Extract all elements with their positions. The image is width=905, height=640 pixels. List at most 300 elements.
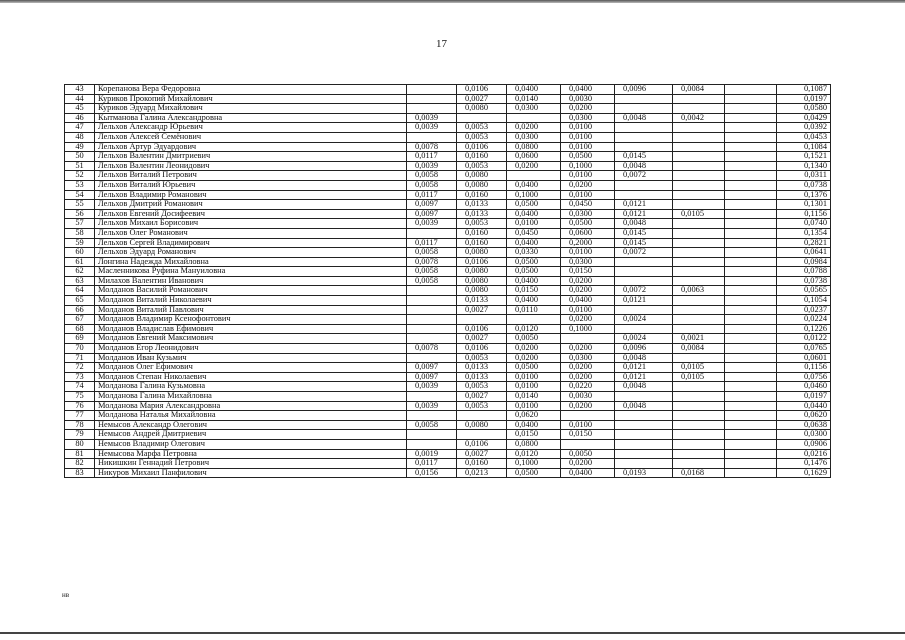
share-cell: [725, 85, 777, 95]
share-cell: [407, 430, 457, 440]
total-cell: 0,0300: [777, 430, 831, 440]
share-cell: 0,0027: [457, 94, 507, 104]
total-cell: 0,0197: [777, 392, 831, 402]
share-cell: [673, 238, 725, 248]
share-cell: 0,0100: [561, 132, 615, 142]
share-cell: 0,0050: [507, 334, 561, 344]
share-cell: 0,0121: [615, 372, 673, 382]
person-name-cell: Никишкин Геннадий Петрович: [95, 459, 407, 469]
row-number-cell: 81: [65, 449, 95, 459]
total-cell: 0,0197: [777, 94, 831, 104]
share-cell: 0,0048: [615, 401, 673, 411]
row-number-cell: 79: [65, 430, 95, 440]
share-cell: 0,1000: [507, 459, 561, 469]
share-cell: [725, 411, 777, 421]
share-cell: 0,0097: [407, 200, 457, 210]
total-cell: 0,0216: [777, 449, 831, 459]
scan-bottom-edge: [0, 632, 905, 634]
person-name-cell: Масленникова Руфина Мануиловна: [95, 267, 407, 277]
share-cell: [725, 459, 777, 469]
share-cell: 0,0058: [407, 248, 457, 258]
share-cell: 0,0096: [615, 344, 673, 354]
share-cell: 0,0100: [561, 248, 615, 258]
share-cell: 0,0105: [673, 209, 725, 219]
share-cell: 0,0145: [615, 238, 673, 248]
person-name-cell: Милахов Валентин Иванович: [95, 276, 407, 286]
share-cell: 0,0168: [673, 468, 725, 478]
table-row: [65, 401, 831, 411]
share-cell: 0,0600: [507, 152, 561, 162]
share-cell: [673, 459, 725, 469]
row-number-cell: 78: [65, 420, 95, 430]
person-name-cell: Молданова Наталья Михайловна: [95, 411, 407, 421]
share-cell: 0,0105: [673, 363, 725, 373]
table-row: [65, 152, 831, 162]
person-name-cell: Лельхов Александр Юрьевич: [95, 123, 407, 133]
share-cell: [615, 305, 673, 315]
table-row: [65, 104, 831, 114]
person-name-cell: Молданова Мария Александровна: [95, 401, 407, 411]
share-cell: 0,0100: [507, 372, 561, 382]
share-cell: 0,0200: [561, 315, 615, 325]
table-row: [65, 276, 831, 286]
share-cell: 0,0106: [457, 344, 507, 354]
share-cell: 0,0120: [507, 449, 561, 459]
share-cell: 0,0133: [457, 209, 507, 219]
table-row: [65, 353, 831, 363]
share-cell: 0,0080: [457, 267, 507, 277]
share-cell: 0,0048: [615, 353, 673, 363]
total-cell: 0,0460: [777, 382, 831, 392]
share-cell: 0,0800: [507, 142, 561, 152]
share-cell: 0,0024: [615, 334, 673, 344]
share-cell: 0,0300: [507, 132, 561, 142]
share-cell: 0,0024: [615, 315, 673, 325]
share-cell: 0,0220: [561, 382, 615, 392]
share-cell: 0,0039: [407, 123, 457, 133]
share-cell: 0,0300: [561, 113, 615, 123]
table-row: [65, 459, 831, 469]
share-cell: 0,0400: [507, 276, 561, 286]
share-cell: 0,0500: [507, 267, 561, 277]
share-cell: [673, 248, 725, 258]
share-cell: [615, 267, 673, 277]
share-cell: 0,0019: [407, 449, 457, 459]
share-cell: 0,0106: [457, 324, 507, 334]
share-cell: [673, 420, 725, 430]
total-cell: 0,0620: [777, 411, 831, 421]
share-cell: [725, 104, 777, 114]
share-cell: [725, 152, 777, 162]
person-name-cell: Кытманова Галина Александровна: [95, 113, 407, 123]
share-cell: 0,0048: [615, 113, 673, 123]
person-name-cell: Молданова Галина Кузьмовна: [95, 382, 407, 392]
share-cell: 0,0200: [561, 286, 615, 296]
share-cell: [725, 420, 777, 430]
table-row: [65, 449, 831, 459]
share-cell: 0,0160: [457, 459, 507, 469]
share-cell: [407, 296, 457, 306]
share-cell: [725, 324, 777, 334]
share-cell: 0,0058: [407, 180, 457, 190]
table-row: [65, 200, 831, 210]
share-cell: [725, 430, 777, 440]
share-cell: [725, 363, 777, 373]
share-cell: [615, 94, 673, 104]
share-cell: [673, 228, 725, 238]
share-cell: 0,0120: [507, 324, 561, 334]
share-cell: 0,0121: [615, 296, 673, 306]
share-cell: 0,0080: [457, 420, 507, 430]
share-cell: [673, 315, 725, 325]
share-cell: 0,0400: [507, 209, 561, 219]
row-number-cell: 67: [65, 315, 95, 325]
person-name-cell: Молданов Олег Ефимович: [95, 363, 407, 373]
person-name-cell: Немысов Андрей Дмитриевич: [95, 430, 407, 440]
share-cell: [725, 123, 777, 133]
share-cell: 0,0058: [407, 171, 457, 181]
table-row: [65, 190, 831, 200]
total-cell: 0,0580: [777, 104, 831, 114]
total-cell: 0,1629: [777, 468, 831, 478]
total-cell: 0,1156: [777, 363, 831, 373]
total-cell: 0,0565: [777, 286, 831, 296]
share-cell: [725, 276, 777, 286]
table-row: [65, 238, 831, 248]
share-cell: 0,0053: [457, 401, 507, 411]
share-cell: 0,0039: [407, 401, 457, 411]
table-row: [65, 113, 831, 123]
row-number-cell: 71: [65, 353, 95, 363]
table-row: [65, 209, 831, 219]
share-cell: [457, 430, 507, 440]
share-cell: 0,0030: [561, 392, 615, 402]
table-row: [65, 392, 831, 402]
share-cell: 0,0048: [615, 219, 673, 229]
table-row: [65, 382, 831, 392]
share-cell: [507, 171, 561, 181]
share-cell: 0,0200: [507, 353, 561, 363]
person-name-cell: Немысова Марфа Петровна: [95, 449, 407, 459]
share-cell: 0,0140: [507, 392, 561, 402]
share-cell: [615, 392, 673, 402]
total-cell: 0,0601: [777, 353, 831, 363]
row-number-cell: 73: [65, 372, 95, 382]
share-cell: [673, 276, 725, 286]
total-cell: 0,0765: [777, 344, 831, 354]
share-cell: 0,0160: [457, 152, 507, 162]
table-row: [65, 363, 831, 373]
share-cell: [407, 439, 457, 449]
footer-mark: нв: [62, 591, 70, 599]
share-cell: [615, 190, 673, 200]
share-cell: 0,0121: [615, 363, 673, 373]
share-cell: 0,0400: [507, 180, 561, 190]
total-cell: 0,1226: [777, 324, 831, 334]
row-number-cell: 64: [65, 286, 95, 296]
share-cell: 0,0096: [615, 85, 673, 95]
share-cell: 0,0100: [561, 190, 615, 200]
share-cell: [725, 248, 777, 258]
share-cell: [457, 315, 507, 325]
row-number-cell: 75: [65, 392, 95, 402]
share-cell: 0,0200: [507, 161, 561, 171]
person-name-cell: Лельхов Дмитрий Романович: [95, 200, 407, 210]
share-cell: 0,0400: [561, 85, 615, 95]
share-cell: [615, 411, 673, 421]
share-cell: 0,0100: [507, 382, 561, 392]
row-number-cell: 83: [65, 468, 95, 478]
total-cell: 0,0740: [777, 219, 831, 229]
table-row: [65, 94, 831, 104]
share-cell: 0,0150: [561, 430, 615, 440]
person-name-cell: Лельхов Олег Романович: [95, 228, 407, 238]
total-cell: 0,0641: [777, 248, 831, 258]
row-number-cell: 69: [65, 334, 95, 344]
total-cell: 0,1376: [777, 190, 831, 200]
row-number-cell: 54: [65, 190, 95, 200]
table-row: [65, 248, 831, 258]
total-cell: 0,1476: [777, 459, 831, 469]
table-row: [65, 142, 831, 152]
share-cell: 0,1000: [507, 190, 561, 200]
row-number-cell: 82: [65, 459, 95, 469]
row-number-cell: 50: [65, 152, 95, 162]
person-name-cell: Куриков Прокопий Михайлович: [95, 94, 407, 104]
total-cell: 0,0392: [777, 123, 831, 133]
share-cell: [407, 104, 457, 114]
share-cell: 0,0027: [457, 305, 507, 315]
share-cell: [725, 401, 777, 411]
share-cell: 0,0400: [561, 468, 615, 478]
share-cell: [673, 353, 725, 363]
share-cell: 0,0500: [507, 200, 561, 210]
person-name-cell: Молданов Владислав Ефимович: [95, 324, 407, 334]
share-cell: 0,0133: [457, 372, 507, 382]
share-cell: 0,0500: [507, 363, 561, 373]
share-cell: 0,0053: [457, 161, 507, 171]
share-cell: [407, 132, 457, 142]
share-cell: 0,0200: [561, 276, 615, 286]
share-cell: 0,0400: [507, 85, 561, 95]
share-cell: 0,0080: [457, 248, 507, 258]
row-number-cell: 62: [65, 267, 95, 277]
share-cell: 0,2000: [561, 238, 615, 248]
person-name-cell: Лельхов Владимир Романович: [95, 190, 407, 200]
share-cell: [673, 392, 725, 402]
total-cell: 0,2821: [777, 238, 831, 248]
share-cell: [725, 382, 777, 392]
share-cell: 0,0300: [507, 104, 561, 114]
share-cell: 0,0080: [457, 171, 507, 181]
share-cell: [725, 468, 777, 478]
share-cell: 0,0160: [457, 190, 507, 200]
share-cell: [725, 180, 777, 190]
share-cell: 0,0133: [457, 296, 507, 306]
share-cell: 0,0200: [561, 104, 615, 114]
share-cell: 0,1000: [561, 324, 615, 334]
table-body: [65, 85, 831, 478]
total-cell: 0,0122: [777, 334, 831, 344]
share-cell: [507, 113, 561, 123]
row-number-cell: 80: [65, 439, 95, 449]
total-cell: 0,0429: [777, 113, 831, 123]
share-cell: [725, 286, 777, 296]
share-cell: [615, 142, 673, 152]
share-cell: 0,0200: [507, 123, 561, 133]
share-cell: 0,0053: [457, 123, 507, 133]
share-cell: [615, 324, 673, 334]
share-cell: [615, 104, 673, 114]
share-cell: 0,0078: [407, 344, 457, 354]
allocation-table: [64, 84, 831, 478]
share-cell: [725, 94, 777, 104]
share-cell: 0,0300: [561, 353, 615, 363]
share-cell: [725, 353, 777, 363]
share-cell: 0,0300: [561, 209, 615, 219]
share-cell: [673, 94, 725, 104]
share-cell: 0,0072: [615, 248, 673, 258]
share-cell: 0,0121: [615, 200, 673, 210]
share-cell: 0,0160: [457, 228, 507, 238]
row-number-cell: 45: [65, 104, 95, 114]
share-cell: [673, 401, 725, 411]
share-cell: [673, 430, 725, 440]
share-cell: 0,0150: [507, 430, 561, 440]
person-name-cell: Лельхов Валентин Дмитриевич: [95, 152, 407, 162]
person-name-cell: Лельхов Евгений Досифеевич: [95, 209, 407, 219]
share-cell: 0,1000: [561, 161, 615, 171]
table-row: [65, 315, 831, 325]
share-cell: 0,0145: [615, 152, 673, 162]
share-cell: 0,0200: [561, 180, 615, 190]
share-cell: [407, 315, 457, 325]
share-cell: 0,0058: [407, 420, 457, 430]
total-cell: 0,0311: [777, 171, 831, 181]
total-cell: 0,1521: [777, 152, 831, 162]
row-number-cell: 68: [65, 324, 95, 334]
share-cell: [725, 449, 777, 459]
share-cell: [615, 276, 673, 286]
table-row: [65, 372, 831, 382]
share-cell: [615, 449, 673, 459]
table-row: [65, 468, 831, 478]
share-cell: 0,0058: [407, 276, 457, 286]
share-cell: 0,0117: [407, 152, 457, 162]
share-cell: 0,0080: [457, 276, 507, 286]
share-cell: 0,0097: [407, 372, 457, 382]
share-cell: 0,0048: [615, 382, 673, 392]
table-row: [65, 334, 831, 344]
person-name-cell: Молданов Виталий Николаевич: [95, 296, 407, 306]
share-cell: 0,0050: [561, 449, 615, 459]
share-cell: [725, 228, 777, 238]
row-number-cell: 77: [65, 411, 95, 421]
share-cell: 0,0100: [561, 305, 615, 315]
row-number-cell: 74: [65, 382, 95, 392]
share-cell: [725, 392, 777, 402]
person-name-cell: Лельхов Виталий Петрович: [95, 171, 407, 181]
row-number-cell: 76: [65, 401, 95, 411]
share-cell: 0,0200: [561, 401, 615, 411]
share-cell: 0,0072: [615, 286, 673, 296]
share-cell: 0,0053: [457, 382, 507, 392]
page-number: 17: [436, 38, 447, 50]
total-cell: 0,1156: [777, 209, 831, 219]
person-name-cell: Молданов Егор Леонидович: [95, 344, 407, 354]
share-cell: 0,0400: [507, 238, 561, 248]
share-cell: [407, 334, 457, 344]
share-cell: [407, 85, 457, 95]
row-number-cell: 57: [65, 219, 95, 229]
total-cell: 0,0756: [777, 372, 831, 382]
row-number-cell: 66: [65, 305, 95, 315]
share-cell: 0,0620: [507, 411, 561, 421]
share-cell: 0,0300: [561, 257, 615, 267]
table-row: [65, 161, 831, 171]
share-cell: 0,0500: [561, 152, 615, 162]
share-cell: 0,0117: [407, 459, 457, 469]
total-cell: 0,0453: [777, 132, 831, 142]
table-row: [65, 420, 831, 430]
table-row: [65, 411, 831, 421]
share-cell: 0,0160: [457, 238, 507, 248]
share-cell: [725, 257, 777, 267]
share-cell: 0,0078: [407, 257, 457, 267]
share-cell: [725, 200, 777, 210]
share-cell: 0,0140: [507, 94, 561, 104]
row-number-cell: 48: [65, 132, 95, 142]
person-name-cell: Молданов Владимир Ксенофонтович: [95, 315, 407, 325]
share-cell: 0,0080: [457, 286, 507, 296]
share-cell: [673, 180, 725, 190]
share-cell: 0,0156: [407, 468, 457, 478]
share-cell: 0,0021: [673, 334, 725, 344]
share-cell: 0,0030: [561, 94, 615, 104]
share-cell: 0,0080: [457, 104, 507, 114]
share-cell: 0,0450: [507, 228, 561, 238]
share-cell: 0,0133: [457, 363, 507, 373]
share-cell: [725, 305, 777, 315]
share-cell: [725, 113, 777, 123]
share-cell: 0,0039: [407, 113, 457, 123]
share-cell: 0,0053: [457, 353, 507, 363]
person-name-cell: Молданов Евгений Максимович: [95, 334, 407, 344]
share-cell: [673, 382, 725, 392]
total-cell: 0,0224: [777, 315, 831, 325]
share-cell: [725, 267, 777, 277]
table-row: [65, 439, 831, 449]
share-cell: [615, 420, 673, 430]
share-cell: 0,0106: [457, 439, 507, 449]
table-row: [65, 305, 831, 315]
total-cell: 0,1340: [777, 161, 831, 171]
share-cell: 0,0027: [457, 392, 507, 402]
share-cell: [673, 132, 725, 142]
person-name-cell: Немысов Владимир Олегович: [95, 439, 407, 449]
share-cell: [615, 459, 673, 469]
person-name-cell: Молданова Галина Михайловна: [95, 392, 407, 402]
share-cell: 0,0039: [407, 219, 457, 229]
share-cell: [407, 353, 457, 363]
table-row: [65, 296, 831, 306]
share-cell: 0,0145: [615, 228, 673, 238]
share-cell: [725, 238, 777, 248]
person-name-cell: Молданов Иван Кузьмич: [95, 353, 407, 363]
share-cell: 0,0100: [561, 420, 615, 430]
share-cell: 0,0100: [561, 142, 615, 152]
share-cell: [725, 344, 777, 354]
